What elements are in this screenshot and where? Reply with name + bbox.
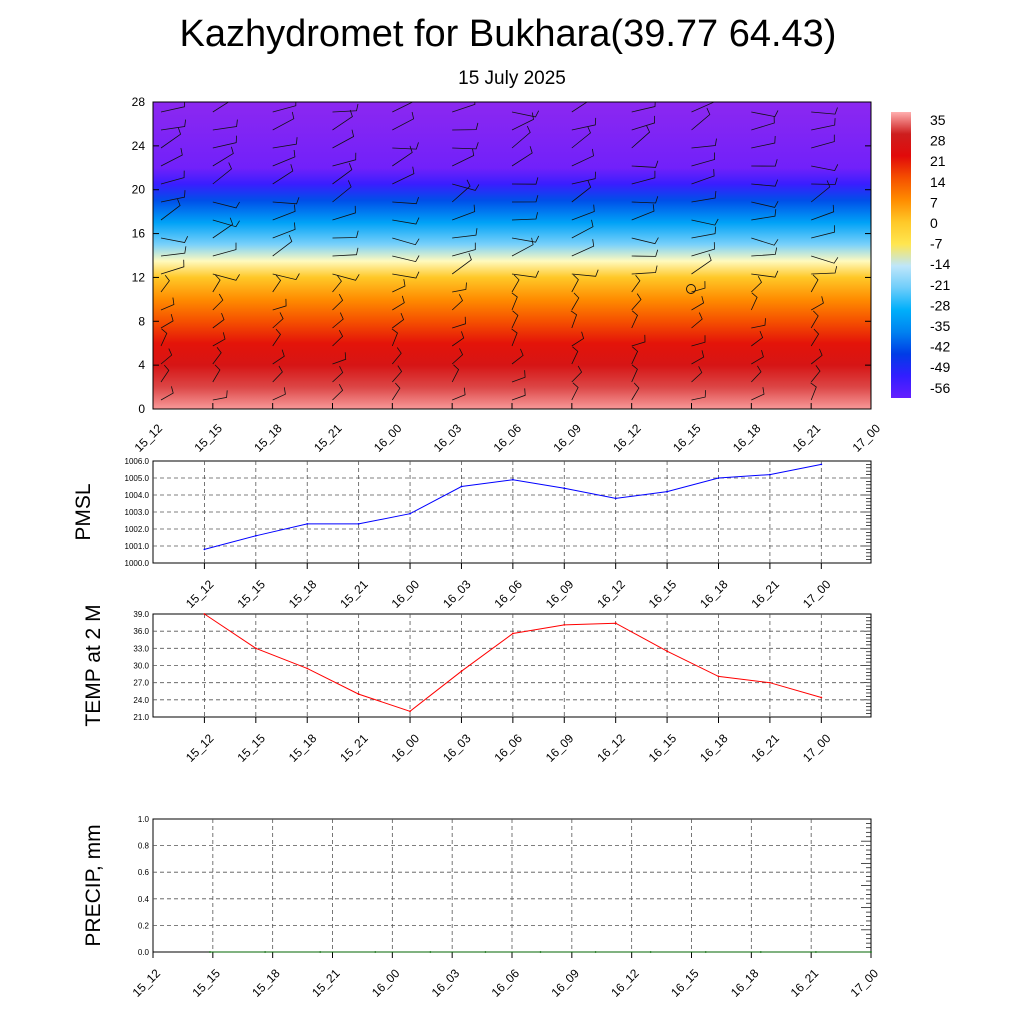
chart-title: Kazhydromet for Bukhara(39.77 64.43) (179, 13, 837, 55)
temp2m-point-5 (461, 670, 463, 672)
pmsl-x-label-3: 15_21 (337, 577, 371, 611)
section-y-label-0: 0 (138, 402, 145, 416)
pmsl-point-3 (358, 523, 360, 525)
precip-point-0 (209, 951, 211, 953)
temp2m-y-label-4: 33.0 (133, 644, 149, 654)
wind-barb (871, 202, 892, 220)
temp2m-y-label-0: 21.0 (133, 713, 149, 722)
temp2m-point-6 (512, 633, 514, 635)
temp2m-point-8 (615, 622, 617, 624)
colorbar-label-1: 28 (930, 132, 946, 149)
pmsl-y-label-0: 1000.0 (124, 559, 149, 568)
colorbar-label-5: 0 (930, 215, 938, 231)
colorbar-label-0: 35 (930, 112, 946, 128)
temp2m-point-12 (820, 697, 822, 699)
pmsl-x-label-10: 16_18 (697, 577, 731, 611)
temp2m-y-label-5: 36.0 (133, 627, 149, 637)
temp2m-point-7 (563, 624, 565, 626)
section-x-label-9: 16_15 (670, 421, 704, 455)
pmsl-x-label-4: 16_00 (388, 577, 423, 611)
temp2m-point-11 (769, 682, 771, 684)
pmsl-point-2 (306, 523, 308, 525)
colorbar-label-9: -28 (930, 297, 951, 314)
precip-point-9 (705, 951, 707, 953)
temp2m-x-label-10: 16_18 (697, 731, 731, 765)
precip-y-label-2: 0.4 (137, 894, 149, 904)
precip-x-label-3: 15_21 (309, 966, 343, 1000)
temp2m-y-label-3: 30.0 (133, 661, 149, 671)
precip-x-label-11: 16_21 (787, 966, 822, 1000)
colorbar-label-11: -42 (930, 338, 951, 355)
temp2m-x-label-2: 15_18 (285, 731, 320, 765)
temp2m-x-label-5: 16_03 (440, 731, 474, 765)
wind-barb (871, 278, 883, 293)
precip-point-4 (429, 951, 431, 953)
temp2m-point-10 (718, 675, 720, 677)
pmsl-x-label-8: 16_12 (594, 577, 628, 611)
precip-x-label-4: 16_00 (368, 966, 403, 1000)
pmsl-point-8 (615, 498, 617, 500)
precip-ylabel: PRECIP, mm (82, 824, 105, 947)
precip-x-label-10: 16_18 (727, 966, 762, 1000)
pmsl-y-label-3: 1003.0 (124, 508, 149, 517)
pmsl-point-5 (461, 486, 463, 488)
precip-y-label-0: 0.0 (137, 948, 149, 957)
precip-x-label-1: 15_15 (189, 966, 223, 1000)
section-x-label-7: 16_09 (550, 421, 584, 455)
wind-barb (871, 294, 881, 310)
temp2m-point-2 (306, 667, 308, 669)
precip-x-label-5: 16_03 (428, 966, 463, 1000)
pmsl-y-label-4: 1004.0 (124, 491, 149, 500)
pmsl-y-label-2: 1002.0 (124, 525, 149, 534)
pmsl-point-9 (666, 491, 668, 493)
section-x-label-2: 15_18 (251, 421, 285, 455)
wind-barb (871, 389, 884, 400)
temp2m-y-label-2: 27.0 (133, 678, 149, 688)
pmsl-point-6 (512, 479, 514, 481)
wind-barb (871, 329, 878, 346)
precip-point-12 (870, 951, 872, 953)
precip-y-label-5: 1.0 (137, 815, 149, 824)
section-x-label-10: 16_18 (729, 421, 764, 455)
precip-point-3 (374, 951, 376, 953)
pmsl-point-1 (255, 535, 257, 537)
precip-point-7 (595, 951, 597, 953)
pmsl-ylabel: PMSL (72, 483, 95, 541)
section-x-label-11: 16_21 (789, 421, 824, 455)
pmsl-point-4 (409, 513, 411, 515)
pmsl-x-label-5: 16_03 (440, 577, 474, 611)
colorbar-label-4: 7 (930, 194, 938, 211)
colorbar (891, 112, 911, 398)
precip-point-6 (540, 951, 542, 953)
colorbar-label-6: -7 (930, 235, 943, 252)
pmsl-x-label-11: 16_21 (748, 577, 783, 611)
temp2m-point-1 (255, 647, 257, 649)
section-x-label-6: 16_06 (490, 421, 525, 455)
colorbar-label-2: 21 (930, 153, 946, 170)
temp2m-x-label-6: 16_06 (491, 731, 525, 765)
pmsl-x-label-12: 17_00 (799, 577, 834, 611)
wind-barb (871, 366, 881, 382)
precip-point-8 (650, 951, 652, 953)
precip-x-label-2: 15_18 (249, 966, 283, 1000)
precip-x-label-7: 16_09 (548, 966, 582, 1000)
section-y-label-5: 20 (131, 182, 145, 197)
pmsl-point-11 (769, 474, 771, 476)
pmsl-x-label-2: 15_18 (285, 577, 320, 611)
pmsl-point-7 (563, 487, 565, 489)
pmsl-point-10 (718, 477, 720, 479)
temp2m-y-label-1: 24.0 (133, 695, 149, 705)
temp2m-x-label-3: 15_21 (337, 731, 371, 765)
pmsl-x-label-9: 16_15 (645, 577, 680, 611)
precip-point-10 (760, 951, 762, 953)
section-x-label-3: 15_21 (311, 421, 345, 455)
pmsl-x-label-0: 15_12 (183, 577, 217, 611)
precip-x-label-8: 16_12 (608, 966, 642, 1000)
temp2m-x-label-11: 16_21 (748, 731, 783, 765)
section-x-label-1: 15_15 (191, 421, 225, 455)
section-x-label-12: 17_00 (849, 421, 884, 455)
colorbar-label-8: -21 (930, 276, 951, 293)
temp2m-x-label-12: 17_00 (799, 731, 834, 765)
section-y-label-2: 8 (138, 314, 145, 329)
precip-x-label-6: 16_06 (488, 966, 523, 1000)
pmsl-y-label-5: 1005.0 (124, 474, 149, 483)
temp2m-ylabel: TEMP at 2 M (82, 604, 105, 727)
precip-y-label-1: 0.2 (137, 921, 149, 931)
precip-point-2 (319, 951, 321, 953)
section-x-label-5: 16_03 (430, 421, 465, 455)
pmsl-x-label-7: 16_09 (542, 577, 577, 611)
temp2m-point-3 (358, 693, 360, 695)
precip-y-label-4: 0.8 (137, 841, 149, 851)
pmsl-y-label-1: 1001.0 (124, 542, 149, 551)
temp2m-x-label-9: 16_15 (645, 731, 680, 765)
precip-y-label-3: 0.6 (137, 868, 149, 878)
precip-point-1 (264, 951, 266, 953)
precip-x-label-12: 17_00 (847, 966, 882, 1000)
wind-barb (871, 151, 894, 166)
precip-x-label-0: 15_12 (129, 966, 164, 1000)
temp2m-y-label-6: 39.0 (133, 610, 149, 619)
temp2m-x-label-1: 15_15 (234, 731, 268, 765)
wind-barb (871, 316, 884, 328)
pmsl-y-label-6: 1006.0 (124, 457, 149, 466)
section-y-label-3: 12 (131, 270, 145, 285)
temp2m-point-9 (666, 650, 668, 652)
wind-barb (871, 239, 893, 256)
precip-x-label-9: 16_15 (668, 966, 702, 1000)
wind-barb (871, 126, 889, 148)
section-y-label-7: 28 (131, 95, 145, 109)
pmsl-point-0 (204, 549, 206, 551)
colorbar-label-12: -49 (930, 359, 951, 376)
temp2m-point-0 (204, 613, 206, 615)
pmsl-point-12 (820, 464, 822, 466)
section-y-label-1: 4 (138, 358, 145, 373)
section-x-label-8: 16_12 (610, 421, 644, 455)
colorbar-label-13: -56 (930, 379, 951, 396)
temp2m-x-label-0: 15_12 (183, 731, 217, 765)
wind-barb (871, 165, 892, 184)
colorbar-label-7: -14 (930, 256, 951, 273)
wind-barb (871, 348, 880, 364)
section-x-label-4: 16_00 (370, 421, 405, 455)
chart-subtitle: 15 July 2025 (458, 68, 566, 89)
section-y-label-6: 24 (131, 138, 145, 153)
pmsl-x-label-6: 16_06 (491, 577, 525, 611)
pmsl-x-label-1: 15_15 (234, 577, 268, 611)
section-y-label-4: 16 (131, 226, 145, 241)
temp2m-x-label-7: 16_09 (542, 731, 577, 765)
colorbar-label-10: -35 (930, 318, 951, 334)
temp2m-point-4 (409, 710, 411, 712)
temp2m-x-label-4: 16_00 (388, 731, 423, 765)
section-x-label-0: 15_12 (131, 421, 166, 455)
precip-point-11 (815, 951, 817, 953)
precip-point-5 (485, 951, 487, 953)
colorbar-label-3: 14 (930, 173, 946, 190)
temp2m-x-label-8: 16_12 (594, 731, 628, 765)
